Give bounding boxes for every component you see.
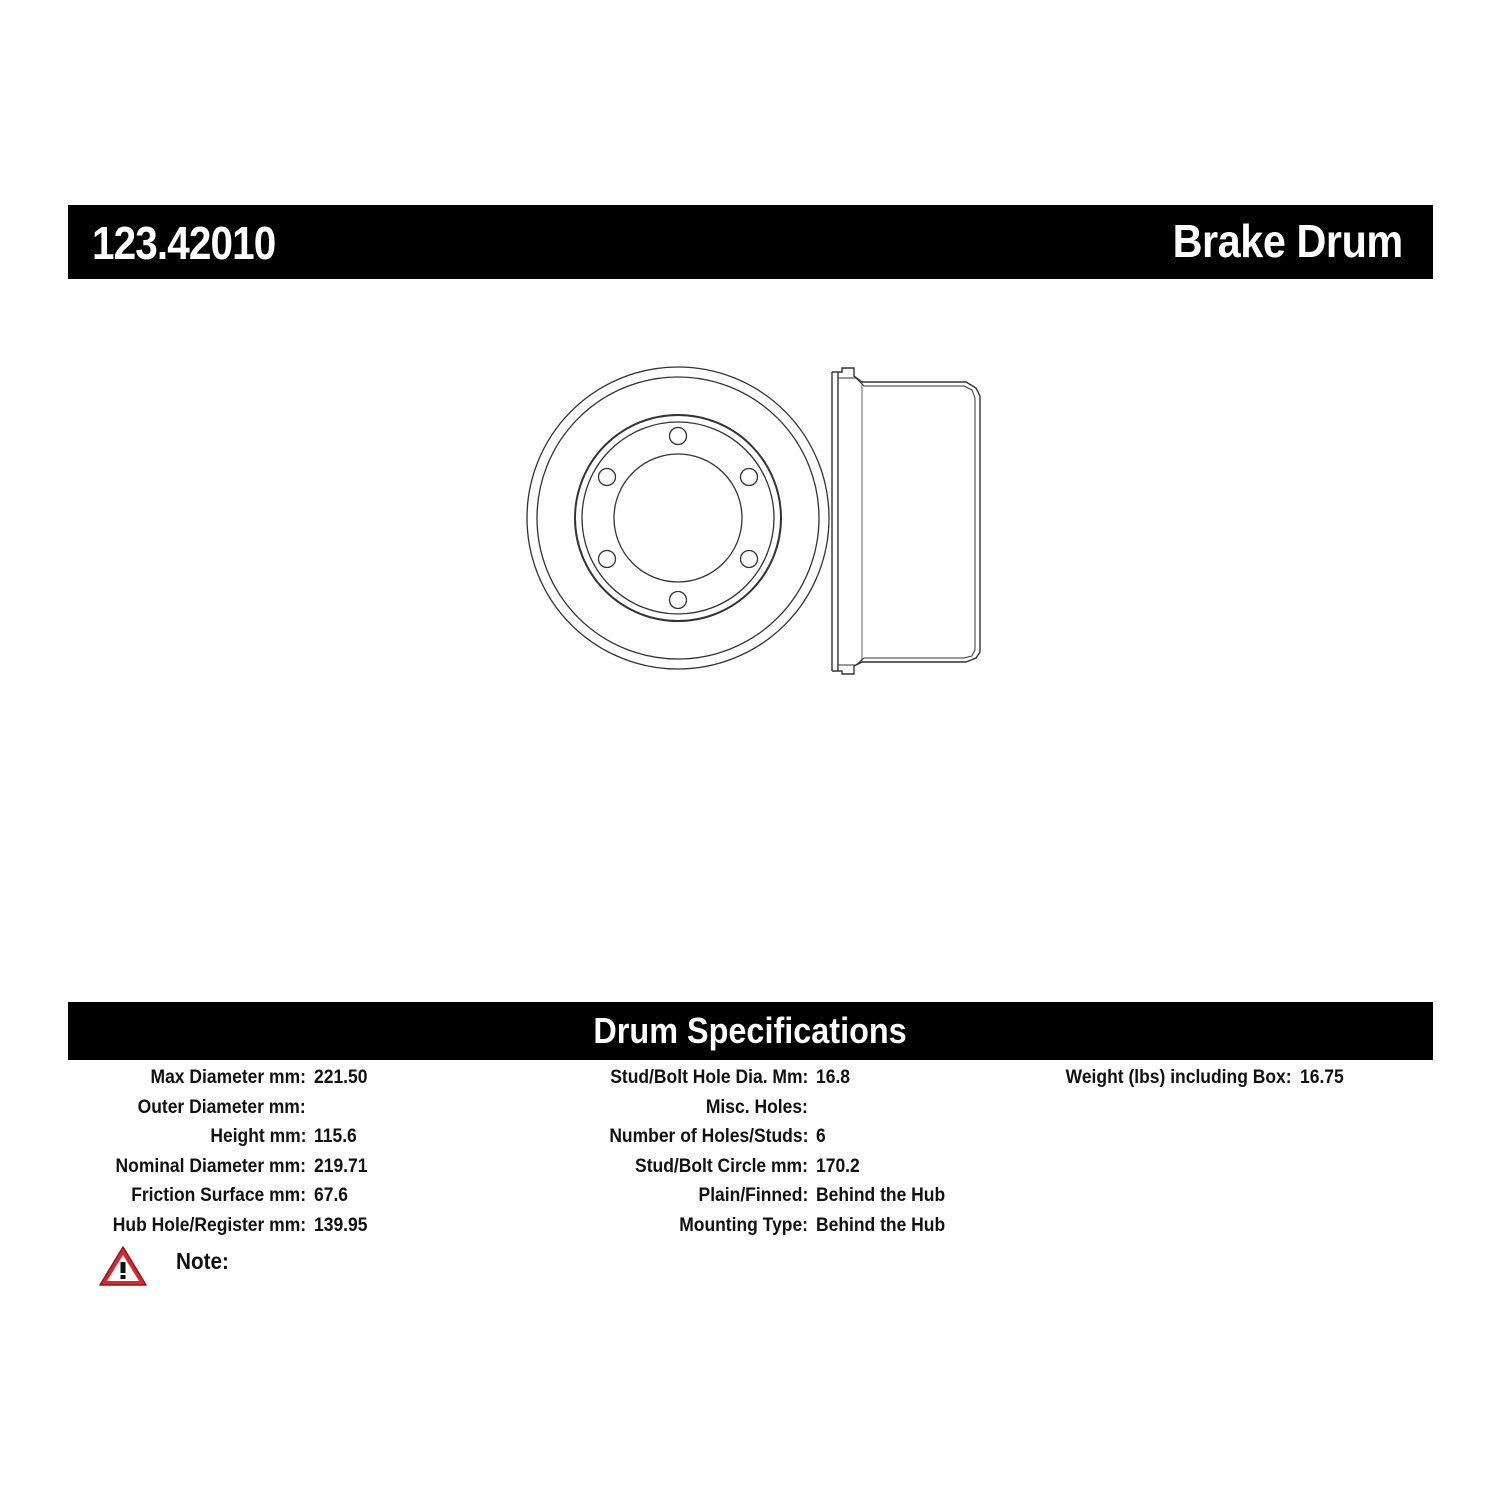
note-label: Note:: [176, 1248, 229, 1274]
spec-column-3: [0, 1063, 1344, 1093]
bolt-hole: [670, 428, 687, 445]
spec-value: 139.95: [314, 1214, 368, 1236]
spec-value: 16.8: [816, 1067, 851, 1088]
bolt-hole: [598, 551, 615, 568]
spec-header-bar: [68, 1002, 1433, 1060]
spec-label: Weight (lbs) including Box:: [1066, 1067, 1292, 1088]
spec-label: Stud/Bolt Hole Dia. Mm:: [609, 1067, 808, 1088]
spec-label: Stud/Bolt Circle mm:: [635, 1155, 808, 1177]
spec-label: Number of Holes/Studs:: [608, 1126, 808, 1148]
spec-row: [0, 1122, 826, 1152]
spec-value: 221.50: [314, 1067, 368, 1088]
spec-value: 67.6: [314, 1185, 349, 1207]
spec-label: Friction Surface mm:: [131, 1185, 306, 1207]
spec-value: 6: [816, 1126, 826, 1148]
note-area: [98, 1244, 398, 1288]
bolt-hole: [598, 469, 615, 486]
spec-row: [0, 1093, 808, 1123]
spec-label: Plain/Finned:: [698, 1185, 808, 1207]
spec-value: 219.71: [314, 1155, 368, 1177]
spec-label: Misc. Holes:: [705, 1096, 808, 1118]
spec-label: Outer Diameter mm:: [137, 1096, 306, 1118]
spec-value: 115.6: [314, 1126, 357, 1148]
part-number: 123.42010: [92, 217, 276, 269]
bolt-hole: [741, 469, 758, 486]
spec-row: [0, 1181, 946, 1211]
spec-label: Nominal Diameter mm:: [115, 1155, 306, 1177]
brake-drum-front-view-icon: [527, 367, 829, 669]
spec-label: Hub Hole/Register mm:: [112, 1214, 306, 1236]
spec-label: Height mm:: [209, 1126, 306, 1148]
spec-title: Drum Specifications: [593, 1010, 908, 1051]
title-bar: [68, 205, 1433, 279]
spec-value: Behind the Hub: [816, 1185, 946, 1207]
spec-value: 170.2: [816, 1155, 860, 1177]
spec-row: [0, 1063, 1344, 1093]
spec-label: Mounting Type:: [679, 1214, 808, 1236]
bolt-hole: [741, 551, 758, 568]
brake-drum-drawing: [520, 360, 1000, 680]
warning-icon: [98, 1244, 148, 1288]
spec-label: Max Diameter mm:: [150, 1067, 306, 1088]
brake-drum-side-view-icon: [832, 368, 980, 674]
product-type: Brake Drum: [1172, 215, 1403, 267]
bolt-hole: [670, 592, 687, 609]
spec-value: Behind the Hub: [816, 1214, 946, 1236]
spec-value: 16.75: [1300, 1067, 1344, 1088]
spec-row: [0, 1152, 860, 1182]
spec-row: [0, 1211, 946, 1241]
